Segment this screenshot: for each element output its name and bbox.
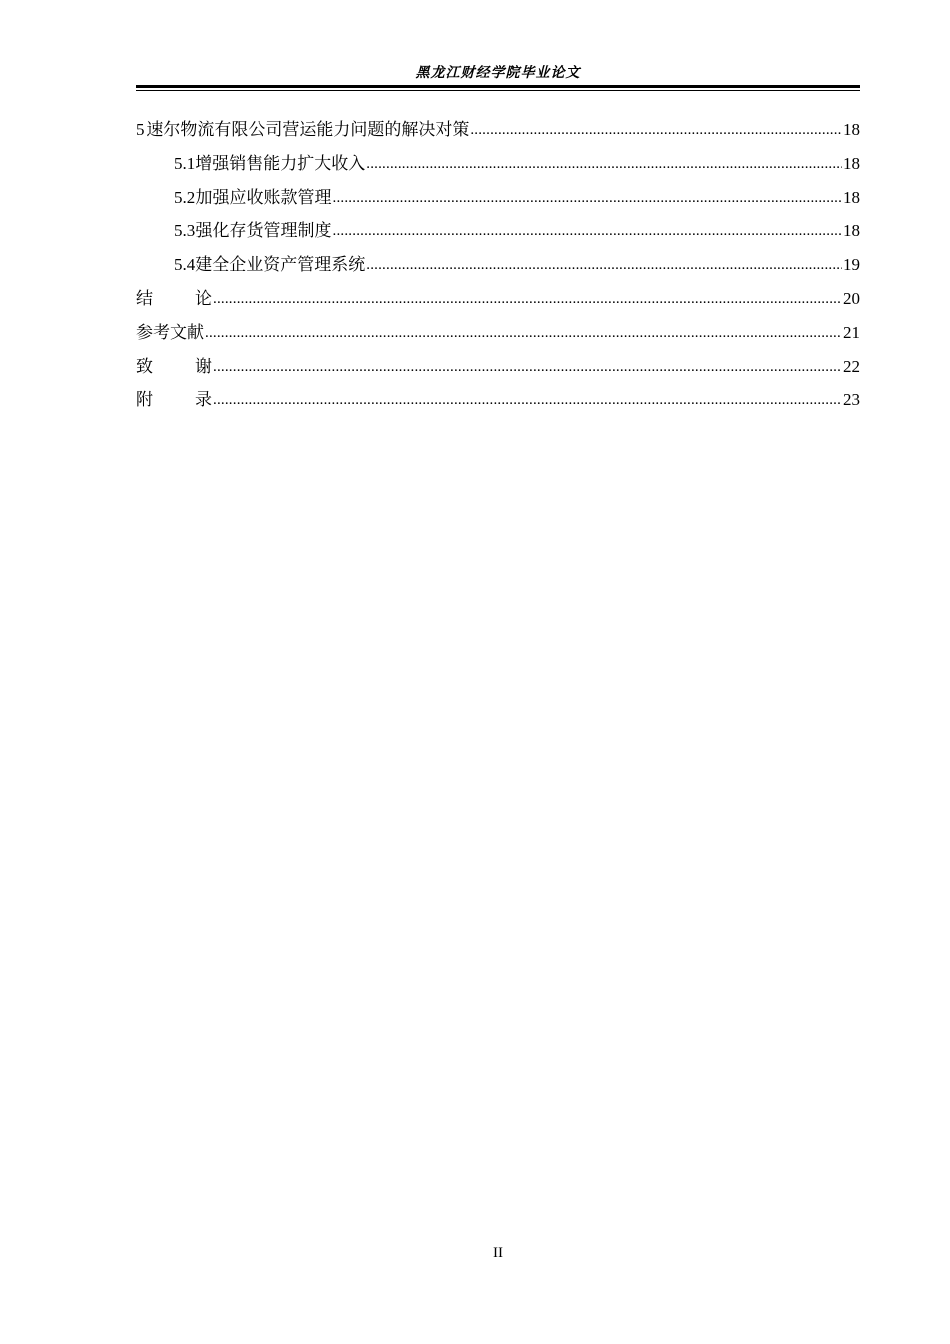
- toc-entry-number: 5: [136, 120, 145, 139]
- toc-entry-title-char: 附: [136, 390, 153, 410]
- toc-entry-acknowledgements[interactable]: [136, 354, 860, 388]
- toc-entry-references[interactable]: [136, 320, 860, 354]
- toc-entry-title: 增强销售能力扩大收入: [195, 153, 366, 173]
- toc-entry-number: 5.1: [174, 153, 196, 173]
- toc-entry-title-char: 谢: [195, 356, 212, 376]
- toc-entry-page: 18: [843, 187, 860, 207]
- toc-entry-number: 5.3: [174, 221, 196, 241]
- page-header: 黑龙江财经学院毕业论文: [415, 65, 581, 81]
- toc-entry-title: 参考文献: [136, 322, 204, 342]
- toc-entry-page: 18: [843, 221, 860, 241]
- toc-dot-leader: [213, 386, 842, 413]
- toc-entry-page: 23: [843, 390, 860, 410]
- page-number: II: [493, 1245, 503, 1261]
- toc-dot-leader: [366, 251, 842, 278]
- toc-entry-conclusion[interactable]: [136, 286, 860, 320]
- toc-entry-page: 22: [843, 356, 860, 376]
- toc-entry-title: 强化存货管理制度: [195, 221, 332, 241]
- toc-entry-page: 21: [843, 322, 860, 342]
- toc-entry-title: [136, 387, 212, 413]
- toc-entry-section-5-1[interactable]: [136, 151, 860, 185]
- toc-entry-title-char: 论: [195, 288, 212, 308]
- table-of-contents: [136, 117, 860, 421]
- toc-entry-section-5-4[interactable]: [136, 252, 860, 286]
- toc-entry-title: 加强应收账款管理: [195, 187, 332, 207]
- header-rule-thick: [136, 85, 860, 88]
- toc-entry-page: 19: [843, 255, 860, 275]
- toc-dot-leader: [470, 116, 842, 143]
- toc-dot-leader: [213, 353, 842, 380]
- toc-entry-title-char: 结: [136, 288, 153, 308]
- toc-dot-leader: [333, 217, 843, 244]
- toc-entry-page: 18: [843, 153, 860, 173]
- header-rule-thin: [136, 90, 860, 91]
- toc-entry-title: 速尔物流有限公司营运能力问题的解决对策: [146, 120, 470, 139]
- toc-entry-chapter-5[interactable]: [136, 117, 860, 151]
- toc-dot-leader: [366, 150, 842, 177]
- toc-entry-section-5-2[interactable]: [136, 185, 860, 219]
- toc-entry-appendix[interactable]: [136, 387, 860, 421]
- toc-entry-title: [136, 354, 212, 380]
- toc-entry-page: 18: [843, 120, 860, 139]
- toc-entry-section-5-3[interactable]: [136, 218, 860, 252]
- toc-entry-page: 20: [843, 288, 860, 308]
- toc-entry-number: 5.2: [174, 187, 196, 207]
- toc-entry-title: [136, 286, 212, 312]
- toc-dot-leader: [205, 319, 842, 346]
- toc-entry-title-char: 录: [195, 390, 212, 410]
- toc-entry-title: 建全企业资产管理系统: [195, 255, 366, 275]
- toc-dot-leader: [333, 184, 843, 211]
- toc-entry-title-char: 致: [136, 356, 153, 376]
- toc-dot-leader: [213, 285, 842, 312]
- toc-entry-number: 5.4: [174, 255, 196, 275]
